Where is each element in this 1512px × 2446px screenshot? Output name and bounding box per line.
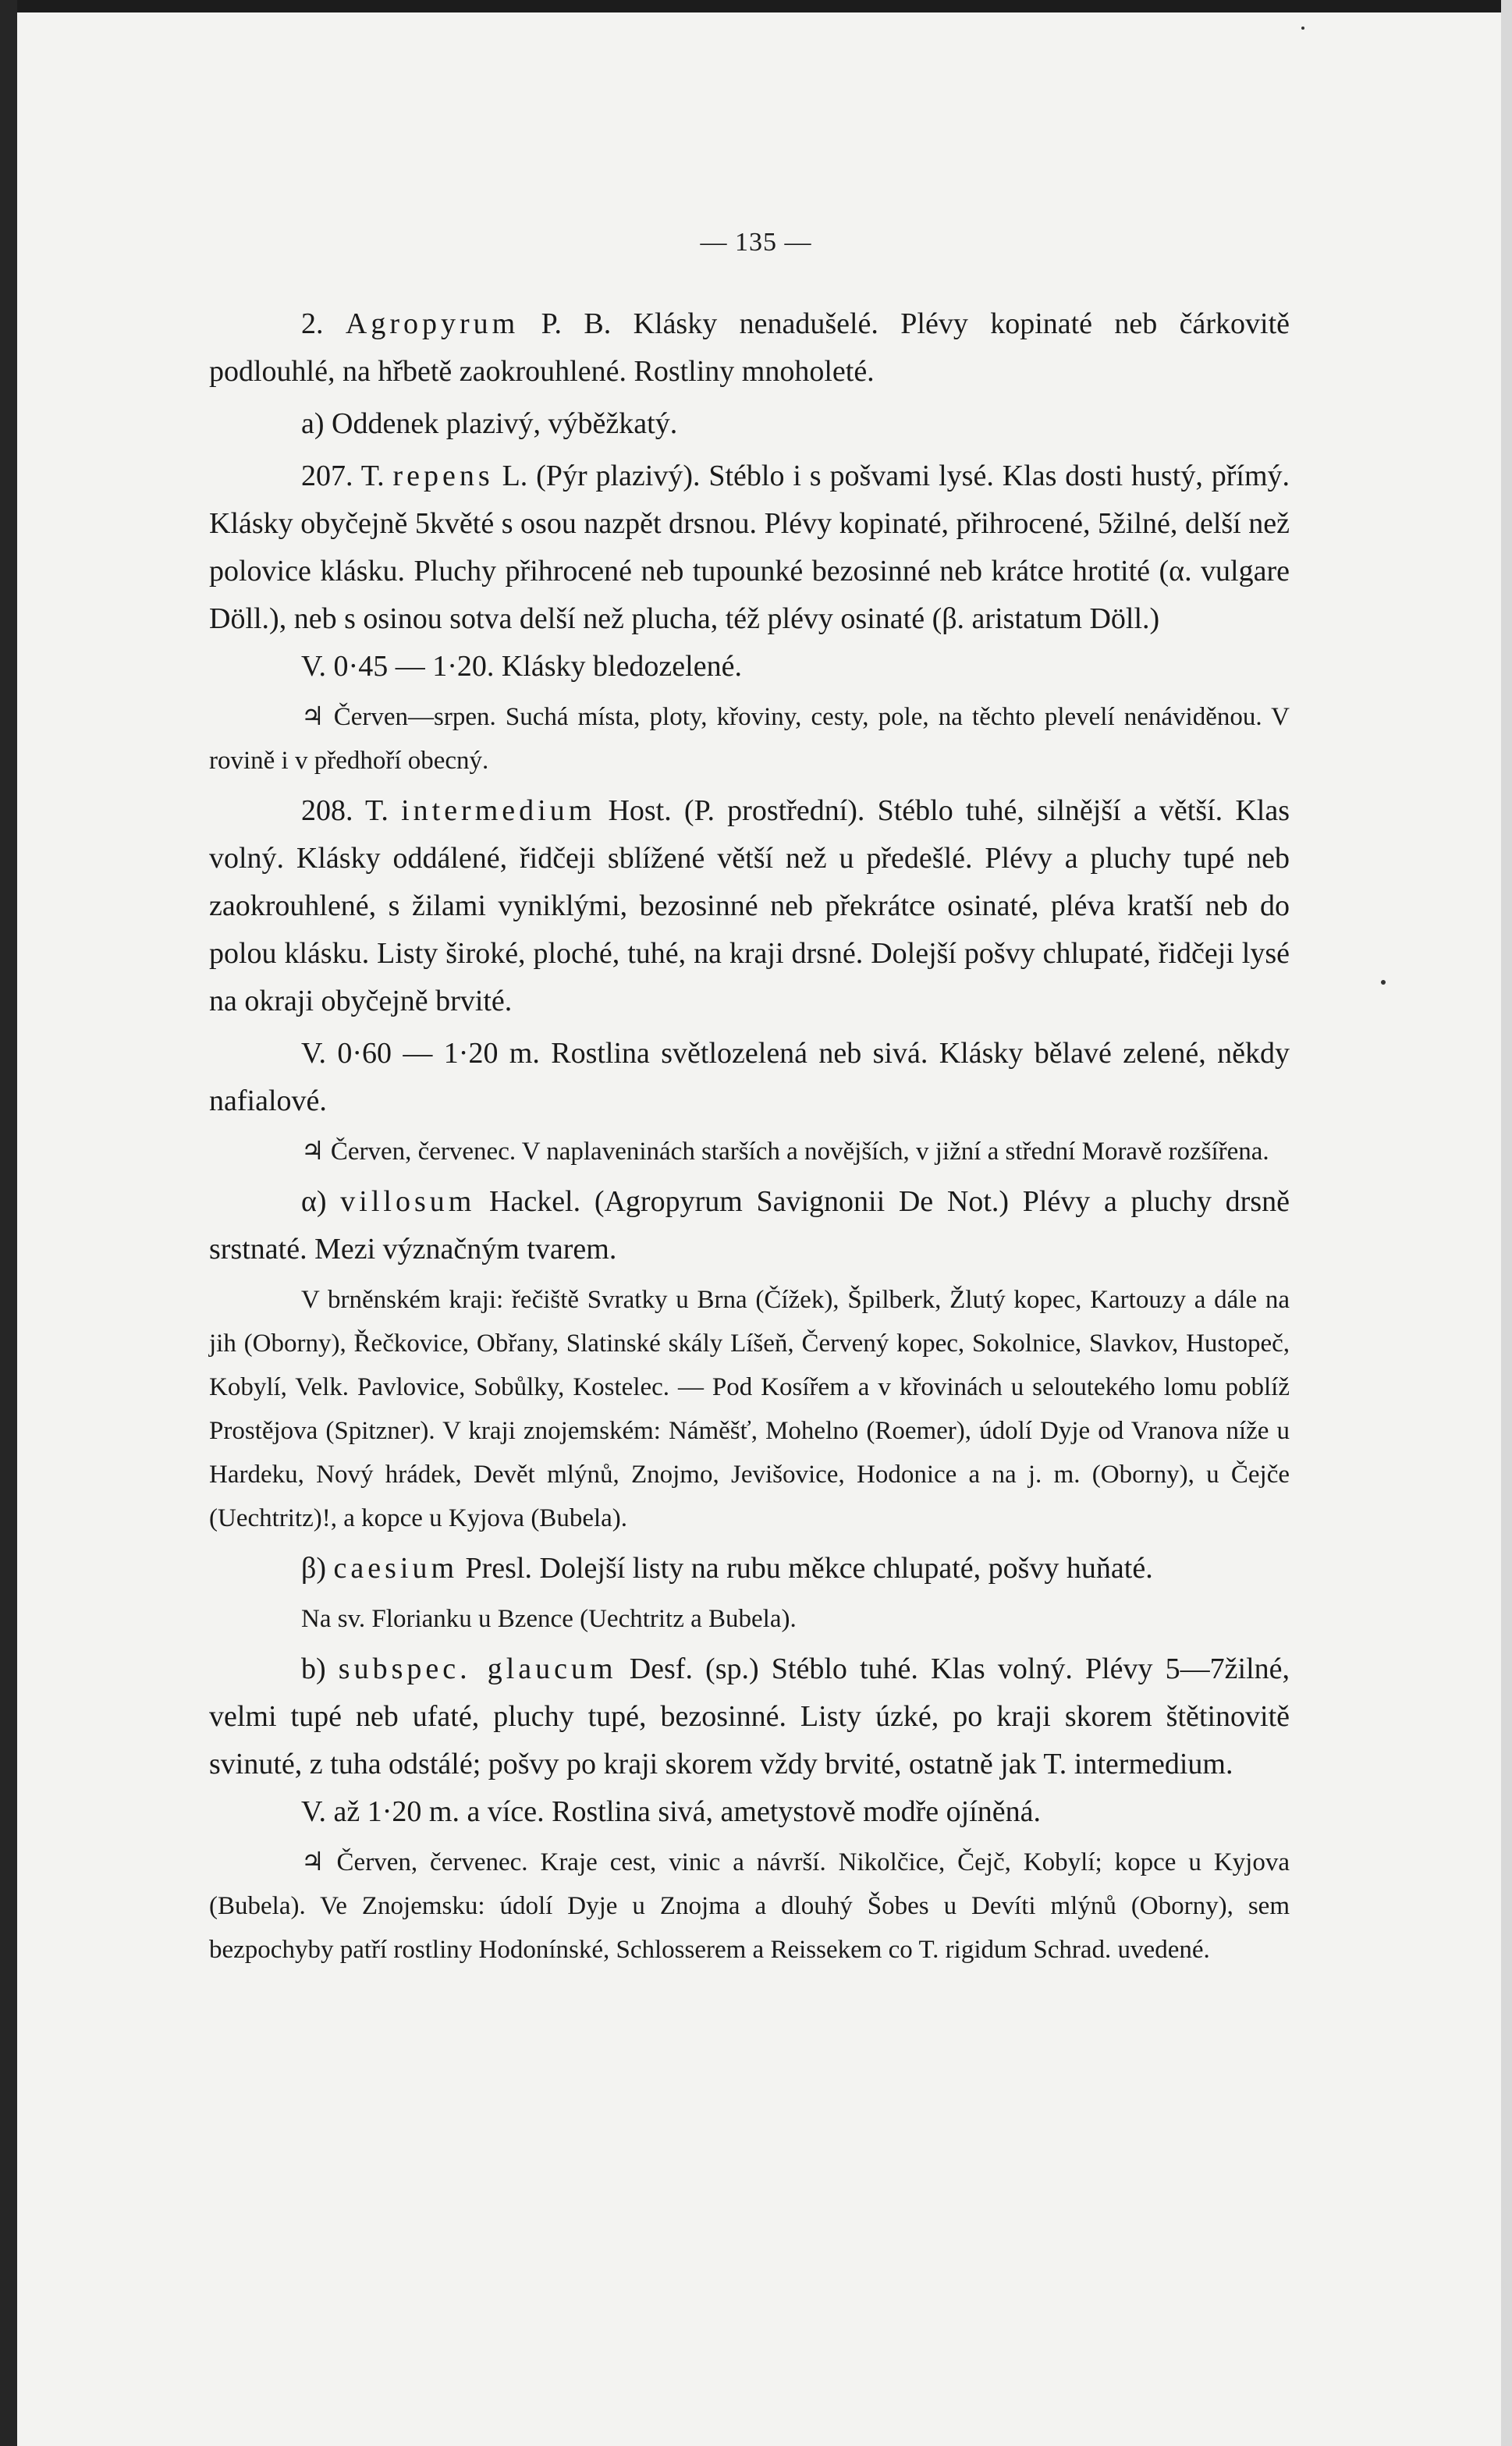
scan-edge-top: [0, 0, 1512, 12]
species-208-size: V. 0·60 — 1·20 m. Rostlina světlozelená neb sivá. Klásky bělavé zelené, někdy nafialové.: [209, 1037, 1290, 1117]
subspecies-name: subspec. glaucum: [338, 1653, 617, 1685]
variety-name: caesium: [333, 1552, 459, 1585]
variety-caesium-paragraph: β) caesium Presl. Dolejší listy na rubu měkce chlupaté, pošvy huňaté.: [301, 1552, 1153, 1585]
speck-mark: [1381, 980, 1386, 985]
genus-agropyrum-paragraph: 2. Agropyrum P. B. Klásky nenadušelé. Plévy kopinaté neb čárkovitě podlouhlé, na hřbetě zaokrouhlené. Rostliny mnoholeté.: [209, 307, 1290, 388]
caesium-localities: Na sv. Florianku u Bzence (Uechtritz a Bubela).: [301, 1605, 797, 1633]
species-name: repens: [392, 460, 494, 492]
species-208-habitat: ♃ Červen, červenec. V naplaveninách starších a novějších, v jižní a střední Moravě rozšířena.: [301, 1138, 1269, 1166]
page-number: — 135 —: [700, 228, 812, 257]
species-207-paragraph: 207. T. repens L. (Pýr plazivý). Stéblo i s pošvami lysé. Klas dosti hustý, přímý. Klásky obyčejně 5květé s osou nazpět drsnou. Plévy kopinaté, přihrocené, 5žilné, delší než polovice klásku. Pluchy přihrocené neb tupounké bezosinné neb krátce hrotité (α. vulgare Döll.), neb s osinou sotva delší než plucha, též plévy osinaté (β. aristatum Döll.): [209, 460, 1290, 635]
speck-mark: [1301, 27, 1304, 30]
subspecies-glaucum-paragraph: b) subspec. glaucum Desf. (sp.) Stéblo tuhé. Klas volný. Plévy 5—7žilné, velmi tupé neb ufaté, pluchy tupé, bezosinné. Listy úzké, po kraji skorem štětinovitě svinuté, z tuha odstálé; pošvy po kraji skorem vždy brvité, ostatně jak T. intermedium.: [209, 1653, 1290, 1780]
glaucum-localities: ♃ Červen, červenec. Kraje cest, vinic a návrší. Nikolčice, Čejč, Kobylí; kopce u Kyjova (Bubela). Ve Znojemsku: údolí Dyje u Znojma a dlouhý Šobes u Devíti mlýnů (Oborny), sem bezpochyby patří rostliny Hodonínské, Schlosserem a Reissekem co T. rigidum Schrad. uvedené.: [209, 1848, 1290, 1964]
scan-edge-right: [1501, 0, 1512, 2446]
variety-name: villosum: [340, 1185, 476, 1218]
species-207-habitat: ♃ Červen—srpen. Suchá místa, ploty, křoviny, cesty, pole, na těchto plevelí nenáviděnou. V rovině i v předhoří obecný.: [209, 703, 1290, 775]
species-208-paragraph: 208. T. intermedium Host. (P. prostřední). Stéblo tuhé, silnější a větší. Klas volný. Klásky oddálené, řidčeji sblížené větší než u předešlé. Plévy a pluchy tupé neb zaokrouhlené, s žilami vyniklými, bezosinné neb překrátce osinaté, pléva kratší neb do polou klásku. Listy široké, ploché, tuhé, na kraji drsné. Dolejší pošvy chlupaté, řidčeji lysé na okraji obyčejně brvité.: [209, 794, 1290, 1017]
variety-villosum-paragraph: α) villosum Hackel. (Agropyrum Savignonii De Not.) Plévy a pluchy drsně srstnaté. Mezi význačným tvarem.: [209, 1185, 1290, 1266]
scan-edge-left: [0, 0, 17, 2446]
genus-name: Agropyrum: [345, 307, 520, 340]
species-207-size: V. 0·45 — 1·20. Klásky bledozelené.: [301, 650, 742, 683]
subgroup-a-heading: a) Oddenek plazivý, výběžkatý.: [301, 407, 678, 440]
species-name: intermedium: [401, 794, 596, 827]
villosum-localities: V brněnském kraji: řečiště Svratky u Brna (Čížek), Špilberk, Žlutý kopec, Kartouzy a dále na jih (Oborny), Řečkovice, Obřany, Slatinské skály Líšeň, Červený kopec, Sokolnice, Slavkov, Hustopeč, Kobylí, Velk. Pavlovice, Sobůlky, Kostelec. — Pod Kosířem a v křovinách u seloutekého lomu poblíž Prostějova (Spitzner). V kraji znojemském: Náměšť, Mohelno (Roemer), údolí Dyje od Vranova níže u Hardeku, Nový hrádek, Devět mlýnů, Znojmo, Jevišovice, Hodonice a na j. m. (Oborny), u Čejče (Uechtritz)!, a kopce u Kyjova (Bubela).: [209, 1286, 1290, 1532]
page-body: [209, 300, 1290, 1972]
glaucum-size: V. až 1·20 m. a více. Rostlina sivá, ametystově modře ojíněná.: [301, 1795, 1042, 1828]
